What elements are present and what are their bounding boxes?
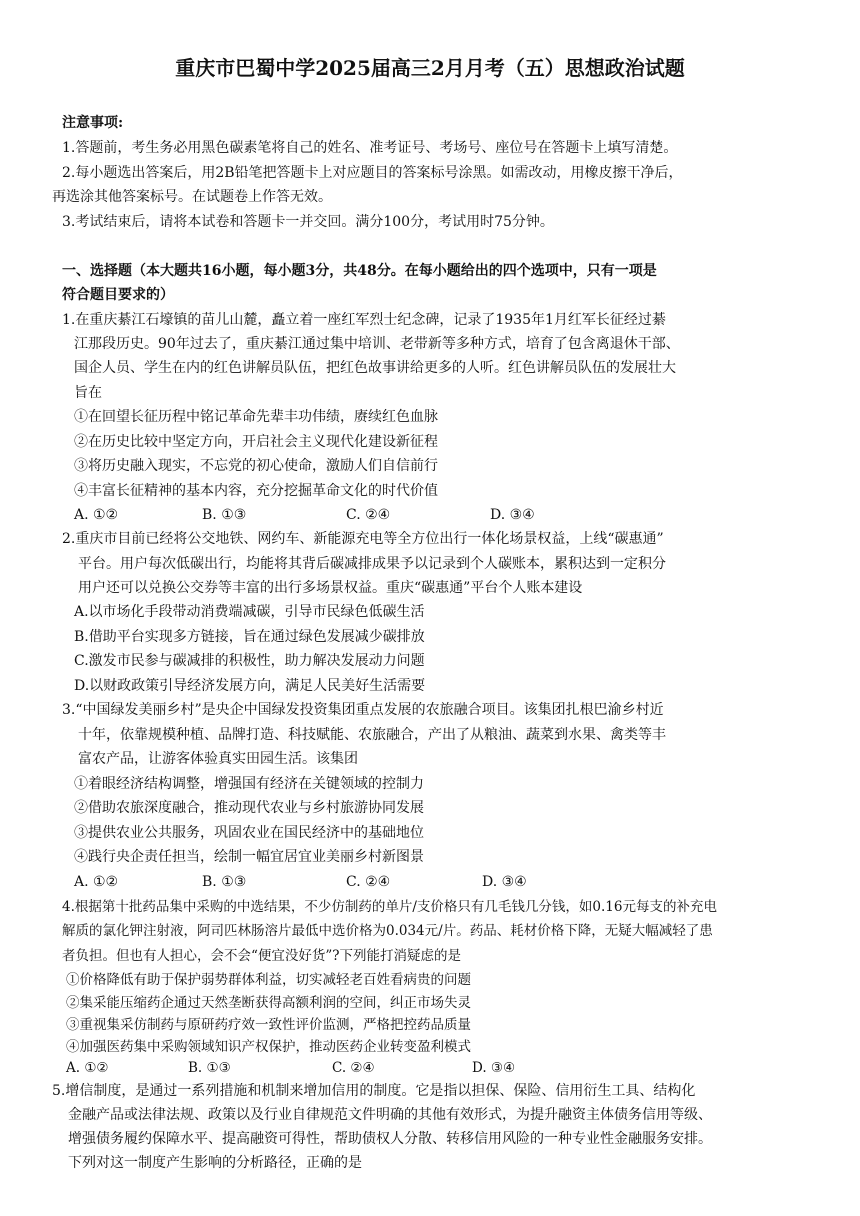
notice-line: 1.答题前，考生务必用黑色碳素笔将自己的姓名、准考证号、考场号、座位号在答题卡上填写清楚。 bbox=[62, 140, 678, 156]
question-2-stem: 2.重庆市目前已经将公交地铁、网约车、新能源充电等全方位出行一体化场景权益，上线“碳惠通” bbox=[62, 531, 664, 547]
option-c: C. ②④ bbox=[346, 507, 391, 523]
question-1-stem: 江那段历史。90年过去了，重庆綦江通过集中培训、老带新等多种方式，培育了包含离退休干部、 bbox=[74, 336, 680, 352]
question-2-option: C.激发市民参与碳减排的积极性，助力解决发展动力问题 bbox=[74, 653, 425, 669]
option-d: D. ③④ bbox=[490, 507, 535, 523]
question-1-item: ①在回望长征历程中铭记革命先辈丰功伟绩，赓续红色血脉 bbox=[74, 409, 438, 425]
question-5-stem: 增强债务履约保障水平、提高融资可得性，帮助债权人分散、转移信用风险的一种专业性金融服务安排。 bbox=[68, 1131, 712, 1147]
question-3-stem: 3.“中国绿发美丽乡村”是央企中国绿发投资集团重点发展的农旅融合项目。该集团扎根巴渝乡村近 bbox=[62, 702, 664, 718]
question-1-stem: 旨在 bbox=[74, 385, 102, 401]
section-heading: 符合题目要求的） bbox=[62, 287, 174, 303]
option-a: A. ①② bbox=[74, 507, 119, 523]
question-2-option: B.借助平台实现多方链接，旨在通过绿色发展减少碳排放 bbox=[74, 629, 425, 645]
question-4-item: ④加强医药集中采购领域知识产权保护，推动医药企业转变盈利模式 bbox=[66, 1039, 471, 1055]
question-2-stem: 平台。用户每次低碳出行，均能将其背后碳减排成果予以记录到个人碳账本，累积达到一定积分 bbox=[78, 556, 666, 572]
question-3-stem: 十年，依靠规模种植、品牌打造、科技赋能、农旅融合，产出了从粮油、蔬菜到水果、禽类等丰 bbox=[78, 727, 666, 743]
notice-heading: 注意事项: bbox=[62, 115, 124, 131]
question-3-item: ③提供农业公共服务，巩固农业在国民经济中的基础地位 bbox=[74, 825, 424, 841]
question-1-stem: 1.在重庆綦江石壕镇的苗儿山麓，矗立着一座红军烈士纪念碑，记录了1935年1月红军长征经过綦 bbox=[62, 312, 666, 328]
question-4-stem: 者负担。但也有人担心，会不会“便宜没好货”?下列能打消疑虑的是 bbox=[62, 948, 462, 964]
question-3-stem: 富农产品，让游客体验真实田园生活。该集团 bbox=[78, 751, 358, 767]
question-3-item: ②借助农旅深度融合，推动现代农业与乡村旅游协同发展 bbox=[74, 800, 424, 816]
notice-line: 3.考试结束后，请将本试卷和答题卡一并交回。满分100分，考试用时75分钟。 bbox=[62, 214, 554, 230]
question-4-stem: 解质的氯化钾注射液，阿司匹林肠溶片最低中选价格为0.034元/片。药品、耗材价格下降，无疑大幅减轻了患 bbox=[62, 923, 713, 939]
option-b: B. ①③ bbox=[202, 507, 247, 523]
notice-line: 2.每小题选出答案后，用2B铅笔把答题卡上对应题目的答案标号涂黑。如需改动，用橡皮擦干净后， bbox=[62, 165, 683, 181]
option-d: D. ③④ bbox=[472, 1060, 516, 1076]
question-4-item: ③重视集采仿制药与原研药疗效一致性评价监测，严格把控药品质量 bbox=[66, 1017, 471, 1033]
option-b: B. ①③ bbox=[188, 1060, 231, 1076]
question-2-option: D.以财政政策引导经济发展方向，满足人民美好生活需要 bbox=[74, 678, 426, 694]
question-2-stem: 用户还可以兑换公交券等丰富的出行多场景权益。重庆“碳惠通”平台个人账本建设 bbox=[78, 580, 583, 596]
question-5-stem: 下列对这一制度产生影响的分析路径，正确的是 bbox=[68, 1155, 362, 1171]
notice-line: 再选涂其他答案标号。在试题卷上作答无效。 bbox=[52, 189, 332, 205]
option-a: A. ①② bbox=[74, 874, 119, 890]
question-4-item: ①价格降低有助于保护弱势群体利益，切实减轻老百姓看病贵的问题 bbox=[66, 972, 471, 988]
question-5-stem: 5.增信制度，是通过一系列措施和机制来增加信用的制度。它是指以担保、保险、信用衍生工具、结构化 bbox=[52, 1083, 696, 1099]
question-1-item: ④丰富长征精神的基本内容，充分挖掘革命文化的时代价值 bbox=[74, 483, 438, 499]
option-a: A. ①② bbox=[66, 1060, 109, 1076]
question-1-item: ③将历史融入现实，不忘党的初心使命，激励人们自信前行 bbox=[74, 458, 438, 474]
option-b: B. ①③ bbox=[202, 874, 247, 890]
option-c: C. ②④ bbox=[332, 1060, 375, 1076]
question-4-stem: 4.根据第十批药品集中采购的中选结果，不少仿制药的单片/支价格只有几毛钱几分钱，如0.16元每支的补充电 bbox=[62, 899, 717, 915]
question-5-stem: 金融产品或法律法规、政策以及行业自律规范文件明确的其他有效形式，为提升融资主体债务信用等级、 bbox=[68, 1107, 712, 1123]
question-4-item: ②集采能压缩药企通过天然垄断获得高额利润的空间，纠正市场失灵 bbox=[66, 995, 471, 1011]
question-1-stem: 国企人员、学生在内的红色讲解员队伍，把红色故事讲给更多的人听。红色讲解员队伍的发展壮大 bbox=[74, 360, 676, 376]
question-1-item: ②在历史比较中坚定方向，开启社会主义现代化建设新征程 bbox=[74, 434, 438, 450]
page-title: 重庆市巴蜀中学2025届高三2月月考（五）思想政治试题 bbox=[175, 56, 685, 80]
option-c: C. ②④ bbox=[346, 874, 391, 890]
question-2-option: A.以市场化手段带动消费端减碳，引导市民绿色低碳生活 bbox=[74, 604, 425, 620]
question-3-item: ①着眼经济结构调整，增强国有经济在关键领域的控制力 bbox=[74, 776, 424, 792]
section-heading: 一、选择题（本大题共16小题，每小题3分，共48分。在每小题给出的四个选项中，只有一项是 bbox=[62, 263, 657, 279]
option-d: D. ③④ bbox=[482, 874, 527, 890]
question-3-item: ④践行央企责任担当，绘制一幅宜居宜业美丽乡村新图景 bbox=[74, 849, 424, 865]
